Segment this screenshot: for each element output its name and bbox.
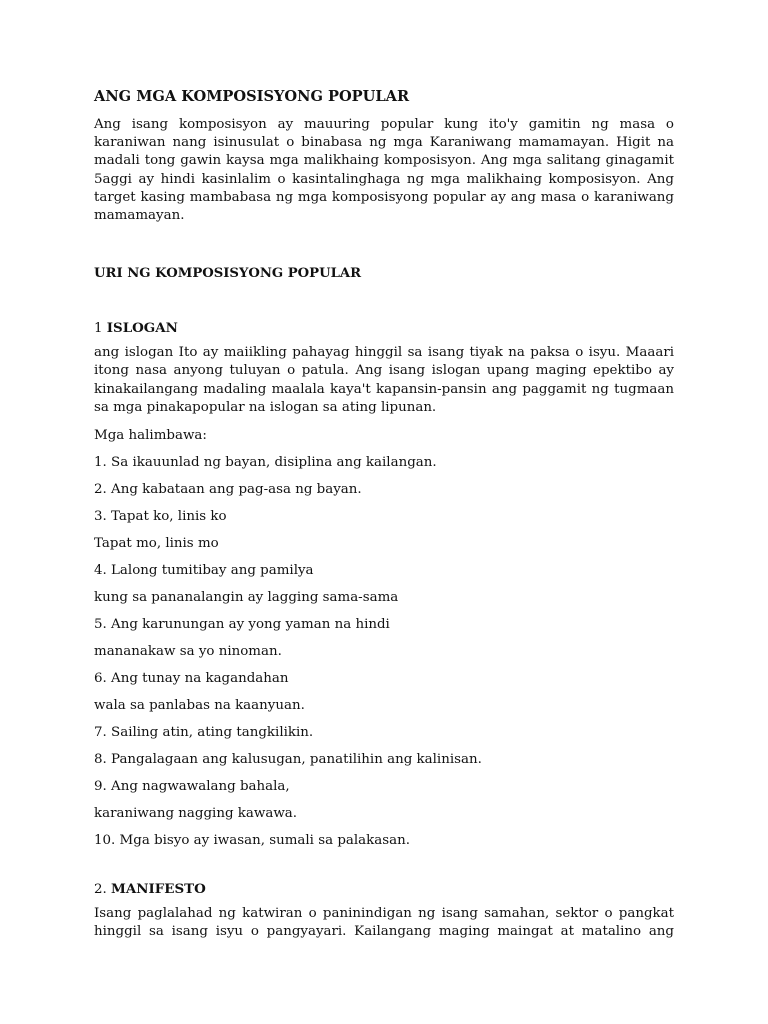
- example-line: 8. Pangalagaan ang kalusugan, panatilihin ang kalinisan.: [94, 752, 482, 768]
- example-line: mananakaw sa yo ninoman.: [94, 644, 282, 660]
- example-line: 1. Sa ikauunlad ng bayan, disiplina ang kailangan.: [94, 455, 437, 471]
- islogan-description: ang islogan Ito ay maiikling pahayag hinggil sa isang tiyak na paksa o isyu. Maaari itong nasa anyong tuluyan o patula. Ang isang islogan upang maging epektibo ay kinakailangang madaling maalala kaya't kapansin-pansin ang paggamit ng tugmaan sa mga pinakapopular na islogan sa ating lipunan.: [94, 345, 674, 415]
- section-name: MANIFESTO: [111, 881, 206, 898]
- section-heading-manifesto: [94, 880, 674, 899]
- manifesto-description: Isang paglalahad ng katwiran o paninindigan ng isang samahan, sektor o pangkat hinggil sa isang isyu o pangyayari. Kailangang maging maingat at matalino ang: [94, 906, 674, 940]
- example-line: wala sa panlabas na kaanyuan.: [94, 698, 305, 714]
- example-line: Tapat mo, linis mo: [94, 536, 219, 552]
- example-line: 2. Ang kabataan ang pag-asa ng bayan.: [94, 482, 362, 498]
- example-line: 7. Sailing atin, ating tangkilikin.: [94, 725, 314, 741]
- example-line: karaniwang nagging kawawa.: [94, 806, 298, 822]
- example-line: kung sa pananalangin ay lagging sama-sama: [94, 590, 399, 606]
- examples-label: Mga halimbawa:: [94, 428, 207, 444]
- example-line: 3. Tapat ko, linis ko: [94, 509, 227, 525]
- document-title: ANG MGA KOMPOSISYONG POPULAR: [94, 88, 410, 105]
- example-line: 4. Lalong tumitibay ang pamilya: [94, 563, 314, 579]
- document-page: [94, 88, 674, 941]
- examples-list: [94, 454, 674, 850]
- example-line: 10. Mga bisyo ay iwasan, sumali sa palakasan.: [94, 833, 410, 849]
- section-number: 2.: [94, 882, 107, 898]
- intro-paragraph: Ang isang komposisyon ay mauuring popular kung ito'y gamitin ng masa o karaniwan nang isinusulat o binabasa ng mga Karaniwang mamamayan. Higit na madali tong gawin kaysa mga malikhaing komposisyon. Ang mga salitang ginagamit 5aggi ay hindi kasinlalim o kasintalinghaga ng mga malikhaing komposisyon. Ang target kasing mambabasa ng mga komposisyong popular ay ang masa o karaniwang mamamayan.: [94, 117, 674, 224]
- example-line: 9. Ang nagwawalang bahala,: [94, 779, 290, 795]
- section-name: ISLOGAN: [106, 320, 178, 337]
- section-number: 1: [94, 321, 103, 337]
- types-subheading: URI NG KOMPOSISYONG POPULAR: [94, 266, 362, 282]
- section-heading-islogan: [94, 319, 674, 338]
- example-line: 5. Ang karunungan ay yong yaman na hindi: [94, 617, 390, 633]
- example-line: 6. Ang tunay na kagandahan: [94, 671, 289, 687]
